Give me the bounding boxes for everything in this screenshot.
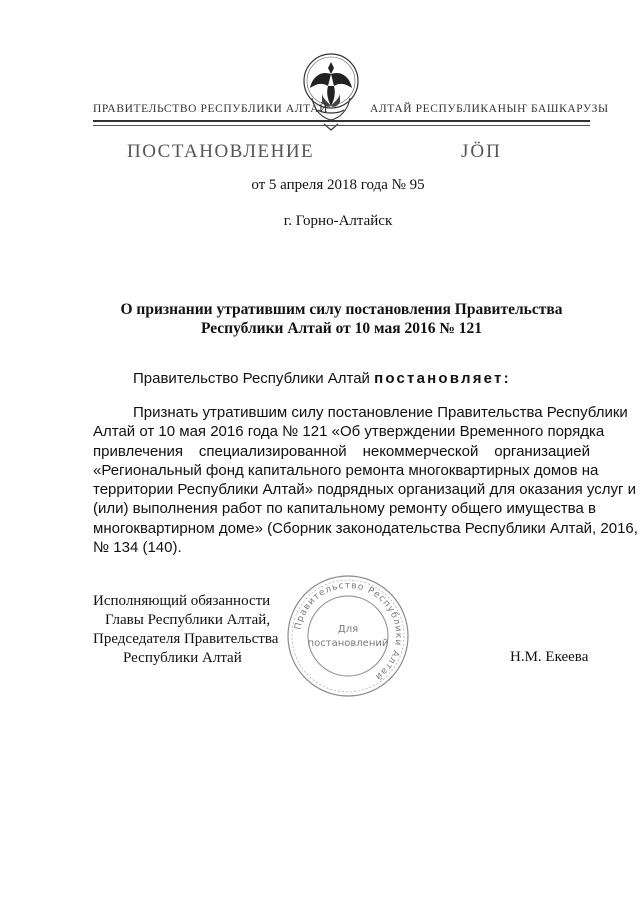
- header-right-title: АЛТАЙ РЕСПУБЛИКАНЫҤ БАШКАРУЗЫ: [370, 103, 609, 115]
- stamp-center-line-1: Для: [337, 624, 359, 635]
- date-number-line: от 5 апреля 2018 года № 95: [251, 177, 425, 193]
- header-rule-thin: [93, 125, 590, 126]
- signatory-position: [93, 592, 278, 668]
- signatory-line-3: Председателя Правительства: [93, 631, 279, 647]
- lead-text: Правительство Республики Алтай: [133, 370, 375, 387]
- lead-emphasis: постановляет:: [374, 370, 511, 387]
- title-line-2: Республики Алтай от 10 мая 2016 № 121: [200, 320, 483, 337]
- document-title: [93, 300, 590, 338]
- body-line: (или) выполнения работ по капитальному ремонту общего имущества в: [93, 500, 596, 518]
- body-line: привлечения специализированной некоммерческой организацией: [93, 442, 590, 460]
- official-stamp: [284, 572, 412, 700]
- body-line: «Региональный фонд капитального ремонта многоквартирных домов на: [93, 461, 599, 479]
- signatory-line-2: Главы Республики Алтай,: [105, 612, 271, 628]
- signatory-line-4: Республики Алтай: [123, 650, 242, 666]
- signatory-line-1: Исполняющий обязанности: [93, 593, 271, 609]
- doc-type-russian: ПОСТАНОВЛЕНИЕ: [127, 141, 315, 162]
- body-line: многоквартирном доме» (Сборник законодательства Республики Алтай, 2016,: [93, 519, 638, 537]
- resolution-lead: [133, 370, 511, 387]
- doc-type-altai: ЈӦП: [461, 141, 502, 162]
- body-line: № 134 (140).: [93, 539, 182, 557]
- header-left-title: ПРАВИТЕЛЬСТВО РЕСПУБЛИКИ АЛТАЙ: [93, 103, 329, 115]
- body-line: территории Республики Алтай» подрядных организаций для оказания услуг и: [93, 481, 636, 499]
- body-line: Признать утратившим силу постановление Правительства Республики: [133, 404, 628, 421]
- title-line-1: О признании утратившим силу постановления Правительства: [120, 301, 563, 318]
- stamp-ring-text: Правительство Республики Алтай: [293, 580, 404, 682]
- resolution-body: [93, 403, 638, 557]
- header-rule-thick: [93, 120, 590, 122]
- signatory-name: Н.М. Екеева: [510, 649, 589, 665]
- coat-of-arms-emblem: [298, 48, 364, 136]
- city-line: г. Горно-Алтайск: [283, 213, 393, 229]
- stamp-center-line-2: постановлений: [307, 638, 389, 649]
- body-line: Алтай от 10 мая 2016 года № 121 «Об утверждении Временного порядка: [93, 423, 605, 441]
